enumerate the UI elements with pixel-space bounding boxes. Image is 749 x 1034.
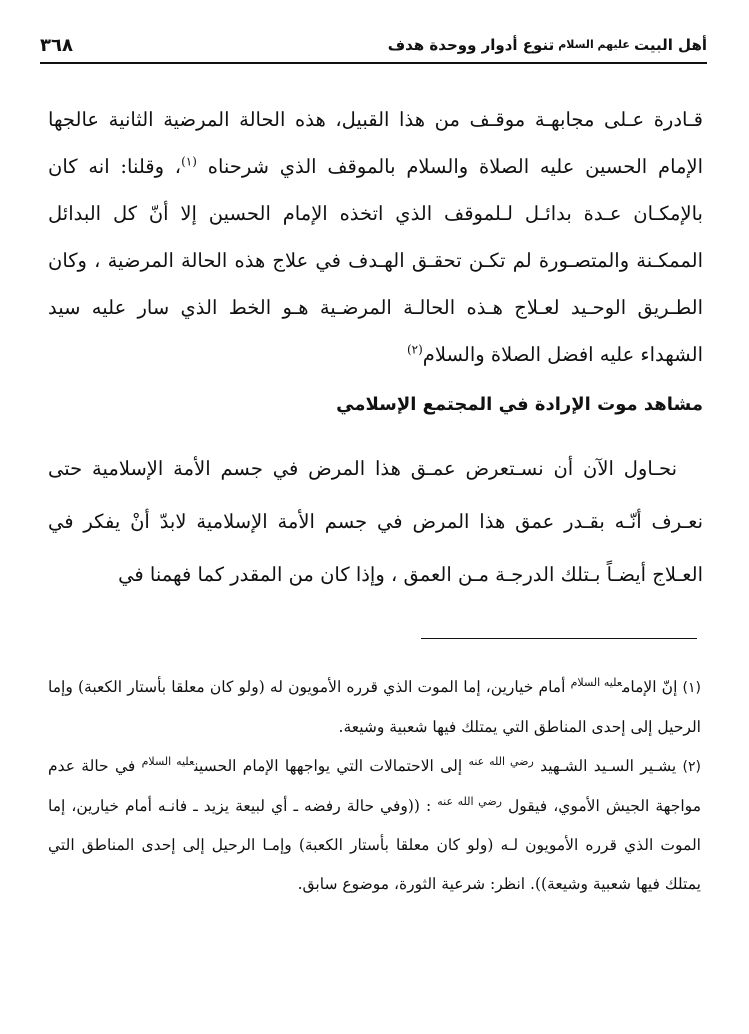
footnote-2	[48, 747, 701, 904]
paragraph-2	[48, 442, 703, 601]
footnote-1-honorific: عليه السلام	[570, 675, 623, 689]
paragraph-1-text-a: قـادرة عـلى مجابهـة موقـف من هذا القبيل، هذه الحالة المرضية الثانية عالجها الإمام الحسين عليه الصلاة والسلام بالموقف الذي شرحناه	[48, 108, 703, 178]
footnotes	[48, 668, 701, 904]
footnote-2-text-b: إلى الاحتمالات التي يواجهها الإمام الحسين	[194, 757, 463, 775]
footnote-2-text-a: يشـير السـيد الشـهيد	[540, 757, 677, 775]
paragraph-1	[48, 96, 703, 378]
running-header	[40, 30, 707, 60]
title-rest: تنوع أدوار ووحدة هدف	[387, 36, 555, 54]
footnote-1-mark: (١)	[682, 680, 701, 696]
footnote-ref-2: (٢)	[406, 342, 423, 357]
paragraph-1-text-b: ، وقلنا: انه كان بالإمكـان عـدة بدائـل لـلموقف الذي اتخذه الإمام الحسين إلا أنّ كل البدائل الممكـنة والمتصـورة لم تكـن تحقـق الهـدف في علاج هذه الحالة المرضية ، وكان الطـريق الوحـيد لعـلاج هـذه الحالـة المرضـية هـو الخط الذي سار عليه سيد الشهداء عليه افضل الصلاة والسلام	[48, 155, 703, 366]
running-title: أهل البيت عليهم السلام تنوع أدوار ووحدة هدف	[387, 36, 707, 54]
header-divider	[40, 62, 707, 64]
footnote-ref-1: (١)	[181, 154, 197, 169]
footnote-2-mark: (٢)	[682, 759, 702, 775]
footnote-2-honorific-a: رضي الله عنه	[468, 754, 534, 768]
paragraph-2-text: نحـاول الآن أن نسـتعرض عمـق هذا المرض في جسم الأمة الإسلامية حتى نعـرف أنّـه بقـدر عمق هذا المرض في جسم الأمة الإسلامية لابدّ أنْ يفكر في العـلاج أيضـاً بـتلك الدرجـة مـن العمق ، وإذا كان من المقدر كما فهمنا في	[48, 457, 703, 586]
footnote-1	[48, 668, 701, 747]
title-main: أهل البيت	[633, 36, 707, 54]
footnote-divider	[421, 638, 697, 639]
footnote-2-text-d: : ((وفي حالة رفضه ـ أي لبيعة يزيد ـ فانـه أمام خيارين، إما الموت الذي قرره الأمويون لـه (ولو كان معلقا بأستار الكعبة) وإمـا الرحيل إلى إحدى المناطق التي يمتلك فيها شعبية وشيعة)). انظر: شرعية الثورة، موضوع سابق.	[48, 797, 701, 893]
footnote-2-text-c: في حالة عدم مواجهة الجيش الأموي، فيقول	[48, 757, 701, 815]
page-number: ٣٦٨	[40, 34, 73, 56]
footnote-2-honorific-b: عليه السلام	[141, 754, 195, 768]
footnote-1-text-b: أمام خيارين، إما الموت الذي قرره الأمويون له (ولو كان معلقا بأستار الكعبة) وإما الرحيل إلى إحدى المناطق التي يمتلك فيها شعبية وشيعة.	[48, 678, 701, 736]
footnote-2-honorific-c: رضي الله عنه	[437, 794, 502, 808]
section-heading: مشاهد موت الإرادة في المجتمع الإسلامي	[336, 394, 703, 415]
footnote-1-text-a: إنّ الإمام	[622, 678, 678, 696]
